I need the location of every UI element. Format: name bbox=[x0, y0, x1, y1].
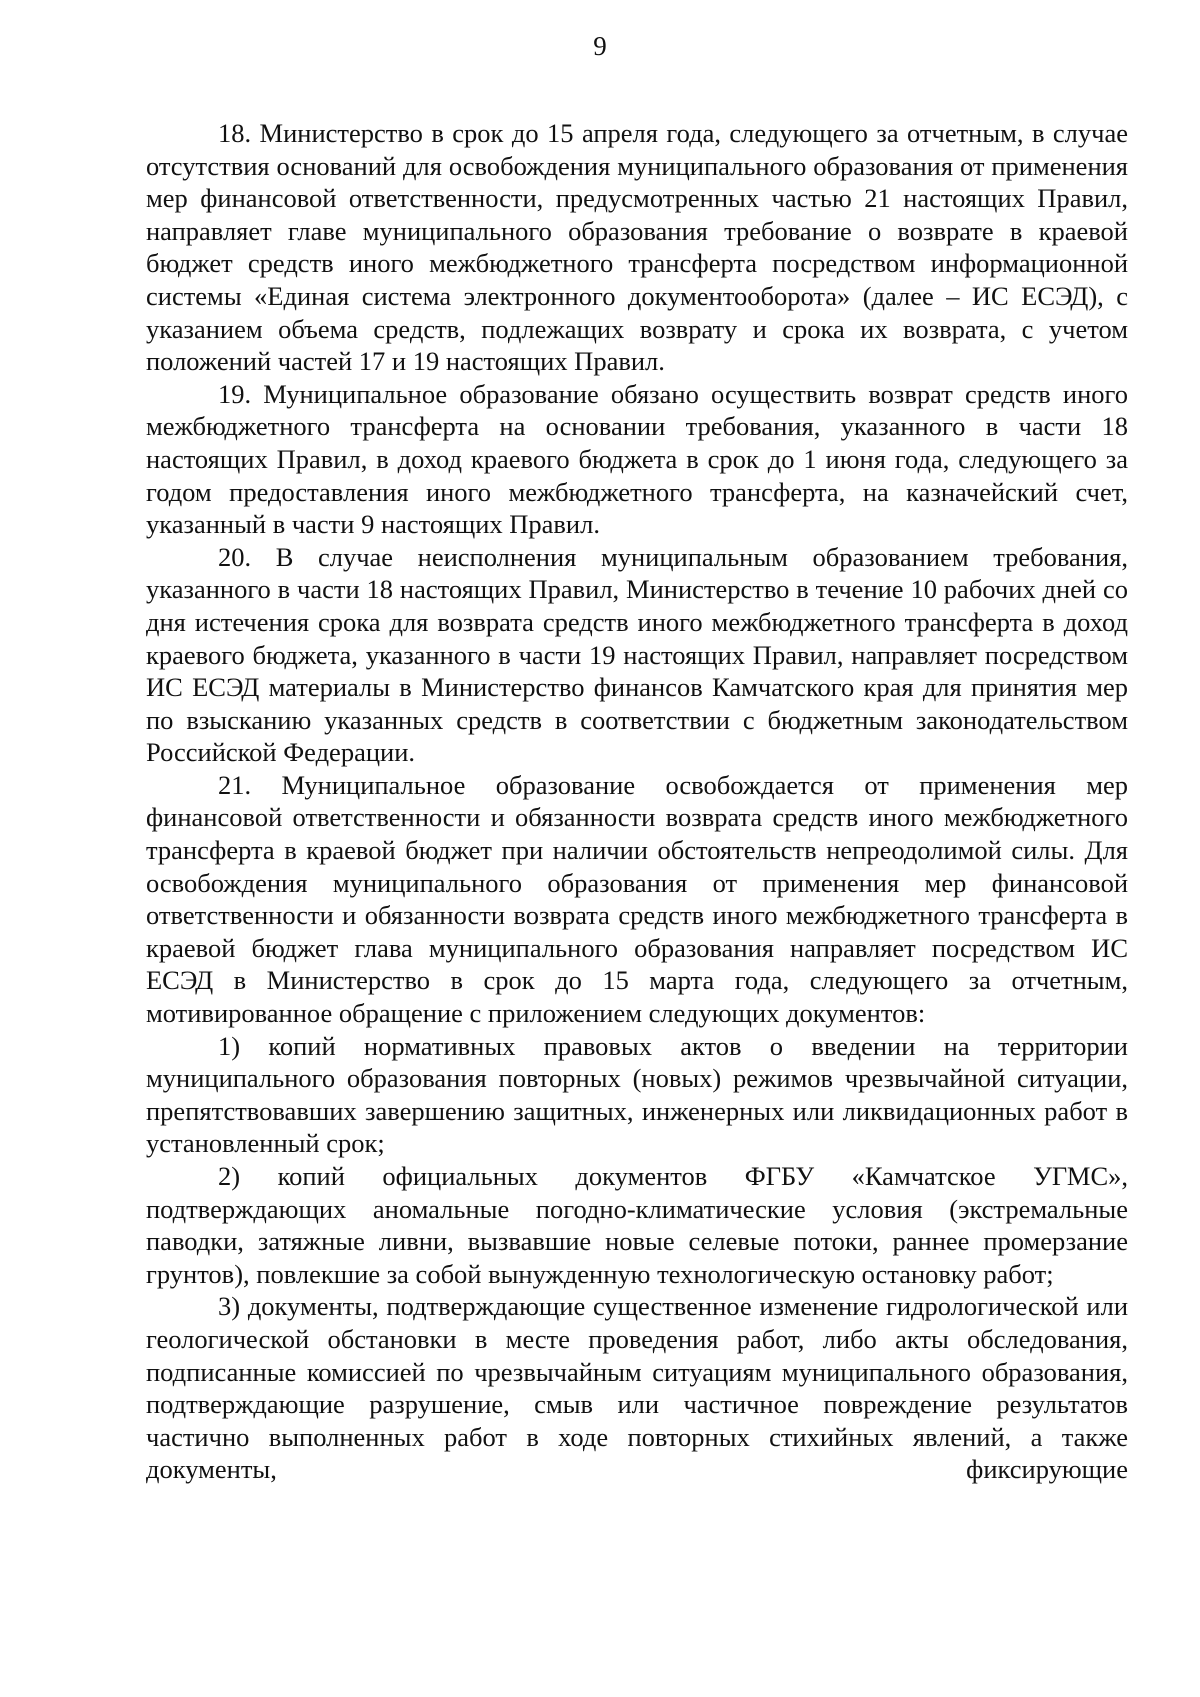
document-body bbox=[146, 117, 1128, 1486]
paragraph-18: 18. Министерство в срок до 15 апреля года, следующего за отчетным, в случае отсутствия оснований для освобождения муниципального образования от применения мер финансовой ответственности, предусмотренных частью 21 настоящих Правил, направляет главе муниципального образования требование о возврате в краевой бюджет средств иного межбюджетного трансферта посредством информационной системы «Единая система электронного документооборота» (далее – ИС ЕСЭД), с указанием объема средств, подлежащих возврату и срока их возврата, с учетом положений частей 17 и 19 настоящих Правил. bbox=[146, 118, 1128, 377]
paragraph-19: 19. Муниципальное образование обязано осуществить возврат средств иного межбюджетного трансферта на основании требования, указанного в части 18 настоящих Правил, в доход краевого бюджета в срок до 1 июня года, следующего за годом предоставления иного межбюджетного трансферта, на казначейский счет, указанный в части 9 настоящих Правил. bbox=[146, 378, 1128, 540]
list-item-2: 2) копий официальных документов ФГБУ «Камчатское УГМС», подтверждающих аномальные погодно-климатические условия (экстремальные паводки, затяжные ливни, вызвавшие новые селевые потоки, раннее промерзание грунтов), повлекшие за собой вынужденную технологическую остановку работ; bbox=[146, 1161, 1128, 1289]
list-item-1: 1) копий нормативных правовых актов о введении на территории муниципального образования повторных (новых) режимов чрезвычайной ситуации, препятствовавших завершению защитных, инженерных или ликвидационных работ в установленный срок; bbox=[146, 1030, 1128, 1159]
paragraph-21: 21. Муниципальное образование освобождается от применения мер финансовой ответственности и обязанности возврата средств иного межбюджетного трансферта в краевой бюджет при наличии обстоятельств непреодолимой силы. Для освобождения муниципального образования от применения мер финансовой ответственности и обязанности возврата средств иного межбюджетного трансферта в краевой бюджет глава муниципального образования направляет посредством ИС ЕСЭД в Министерство в срок до 15 марта года, следующего за отчетным, мотивированное обращение с приложением следующих документов: bbox=[146, 769, 1128, 1029]
paragraph-20: 20. В случае неисполнения муниципальным образованием требования, указанного в части 18 настоящих Правил, Министерство в течение 10 рабочих дней со дня истечения срока для возврата средств иного межбюджетного трансферта в доход краевого бюджета, указанного в части 19 настоящих Правил, направляет посредством ИС ЕСЭД материалы в Министерство финансов Камчатского края для принятия мер по взысканию указанных средств в соответствии с бюджетным законодательством Российской Федерации. bbox=[146, 541, 1128, 768]
page-number: 9 bbox=[593, 31, 607, 61]
list-item-3: 3) документы, подтверждающие существенное изменение гидрологической или геологической обстановки в месте проведения работ, либо акты обследования, подписанные комиссией по чрезвычайным ситуациям муниципального образования, подтверждающие разрушение, смыв или частичное повреждение результатов частично выполненных работ в ходе повторных стихийных явлений, а также документы, фиксирующие bbox=[146, 1291, 1128, 1485]
